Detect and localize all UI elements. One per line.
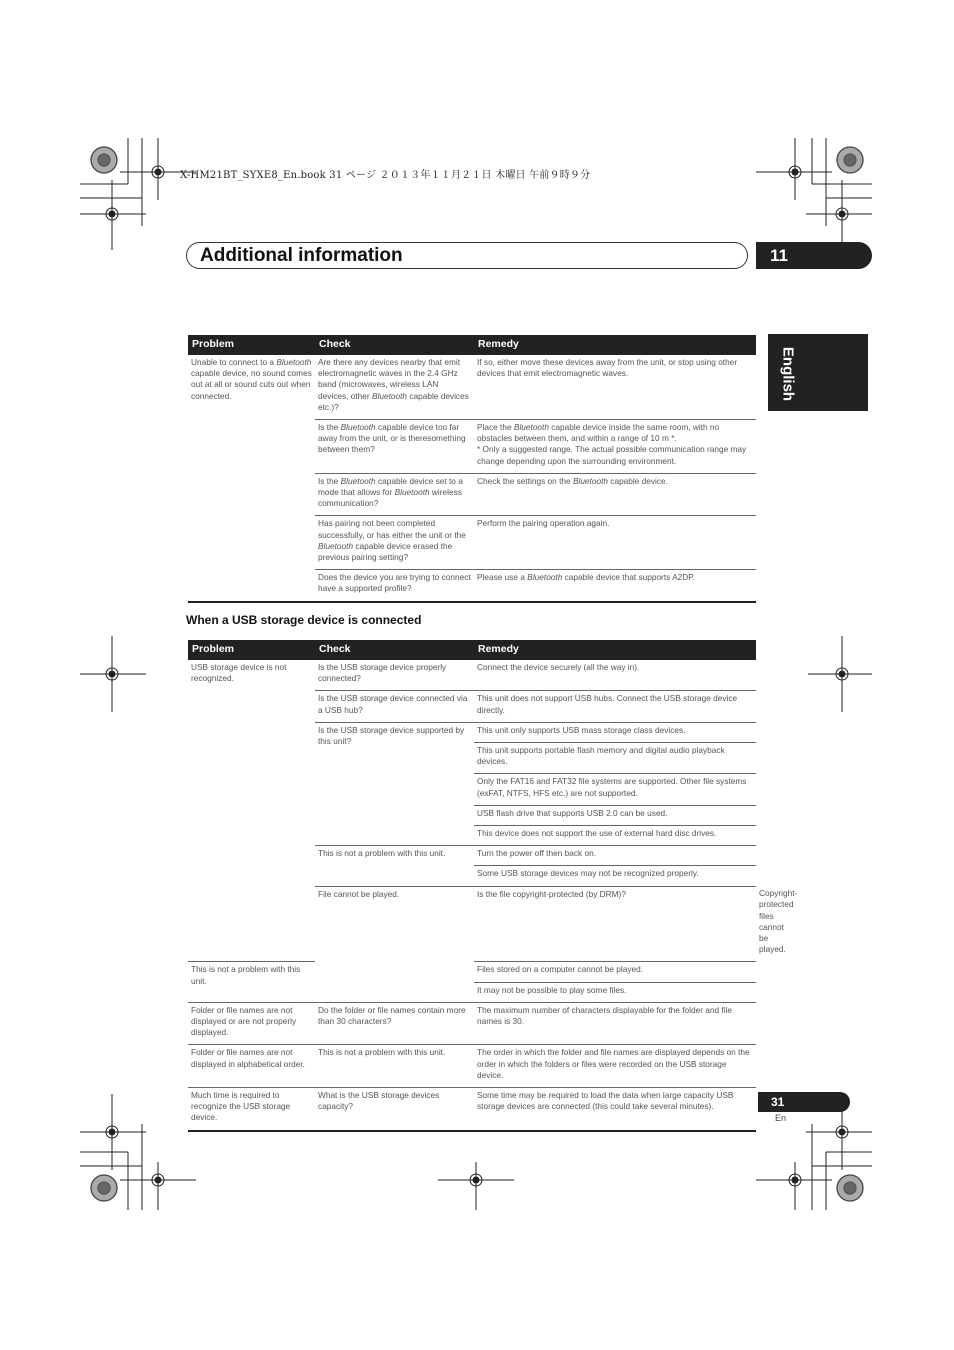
check-cell: Is the Bluetooth capable device set to a mode that allows for Bluetooth wireless communication?: [315, 473, 474, 516]
header-remedy: Remedy: [474, 335, 756, 355]
remedy-cell: Perform the pairing operation again.: [474, 516, 756, 570]
remedy-text: Place the Bluetooth capable device inside the same room, with no obstacles between them, and within a range of 10 m *.: [477, 422, 720, 444]
check-cell: Does the device you are trying to connect have a supported profile?: [315, 570, 474, 602]
chapter-number: 11: [756, 242, 872, 269]
remedy-cell: USB flash drive that supports USB 2.0 can be used.: [474, 805, 756, 825]
check-cell: Is the USB storage device supported by this unit?: [315, 722, 474, 845]
bluetooth-table: [188, 335, 756, 603]
problem-cell: USB storage device is not recognized.: [188, 660, 315, 962]
page-title: Additional information: [200, 245, 403, 266]
check-cell: This is not a problem with this unit.: [315, 846, 474, 886]
usb-table: Problem Check Remedy USB storage device is not recognized. Is the USB storage device properly connected? Connect the device securely (all the way in). Is the USB storage device connected via a USB hub? This unit does not support USB hubs. Connect the USB storage device directly. Is the USB storage device supported by this unit? This unit only supports USB mass storage class devices. This unit supports portable flash memory and digital audio playback devices. Only the FAT16 and FAT32 file systems are supported. Other file systems (exFAT, NTFS, HFS etc.) are not supported. USB flash drive that supports USB 2.0 can be used. This device does not support the use of external hard disc drives. This is not a problem with this unit. Turn the power off then back on. Some USB storage devices may not be recognized properly. File cannot be played. Is the file copyright-protected (by DRM)? Copyright-protected files cannot be played. This is not a problem with this unit. Files stored on a computer cannot be played. It may not be possible to play some files. Folder or file names are not displayed or are not properly displayed. Do the folder or file names contain more than 30 characters? The maximum number of characters displayable for the folder and file names is 30. Folder or file names are not displayed in alphabetical order. This is not a problem with this unit. The order in which the folder and file names are displayed depends on the order in which the folders or files were recorded on the USB storage device. Much time is required to recognize the USB storage device. What is the USB storage devices capacity? Some time may be required to load the data when large capacity USB storage devices are connected (this could take several minutes).: [188, 640, 756, 1132]
starburst-target-bottom-right: [837, 1175, 863, 1201]
remedy-cell: This unit supports portable flash memory and digital audio playback devices.: [474, 743, 756, 774]
section-heading: When a USB storage device is connected: [186, 613, 422, 627]
remedy-cell: It may not be possible to play some files.: [474, 982, 756, 1002]
check-cell: Has pairing not been completed successfully, or has either the unit or the Bluetooth capable device erased the previous pairing setting?: [315, 516, 474, 570]
remedy-cell: This unit does not support USB hubs. Connect the USB storage device directly.: [474, 691, 756, 722]
problem-cell: File cannot be played.: [315, 886, 474, 1002]
language-tab: [768, 334, 868, 411]
header-check: Check: [315, 640, 474, 660]
remedy-cell: This device does not support the use of external hard disc drives.: [474, 826, 756, 846]
problem-cell: Folder or file names are not displayed in alphabetical order.: [188, 1045, 315, 1088]
header-remedy: Remedy: [474, 640, 756, 660]
header-problem: Problem: [188, 335, 315, 355]
check-cell: This is not a problem with this unit.: [188, 962, 315, 1002]
starburst-target-top-right: [837, 147, 863, 173]
print-header: X-HM21BT_SYXE8_En.book 31 ページ ２０１３年１１月２１日 木曜日 午前９時９分: [180, 170, 591, 181]
remedy-cell: Please use a Bluetooth capable device that supports A2DP.: [474, 570, 756, 602]
remedy-cell: If so, either move these devices away from the unit, or stop using other devices that emit electromagnetic waves.: [474, 355, 756, 420]
remedy-cell: Check the settings on the Bluetooth capable device.: [474, 473, 756, 516]
remedy-cell: [474, 420, 756, 474]
check-cell: Is the file copyright-protected (by DRM)?: [474, 886, 756, 962]
header-problem: Problem: [188, 640, 315, 660]
remedy-cell: Files stored on a computer cannot be played.: [474, 962, 756, 982]
check-cell: Is the USB storage device connected via a USB hub?: [315, 691, 474, 722]
remedy-cell: This unit only supports USB mass storage class devices.: [474, 722, 756, 742]
starburst-target-bottom-left: [91, 1175, 117, 1201]
remedy-cell: Some USB storage devices may not be recognized properly.: [474, 866, 756, 886]
page-language-code: En: [775, 1113, 787, 1123]
check-cell: Is the USB storage device properly connected?: [315, 660, 474, 691]
language-tab-label: English: [779, 346, 797, 402]
remedy-cell: Connect the device securely (all the way in).: [474, 660, 756, 691]
remedy-cell: The order in which the folder and file names are displayed depends on the order in which the folders or files were recorded on the USB storage device.: [474, 1045, 756, 1088]
remedy-cell: Some time may be required to load the data when large capacity USB storage devices are connected (this could take several minutes).: [474, 1087, 756, 1130]
check-cell: Are there any devices nearby that emit electromagnetic waves in the 2.4 GHz band (microwaves, wireless LAN devices, other Bluetooth capable devices etc.)?: [315, 355, 474, 420]
problem-cell: Much time is required to recognize the USB storage device.: [188, 1087, 315, 1130]
remedy-cell: Turn the power off then back on.: [474, 846, 756, 866]
page-number: 31: [758, 1092, 850, 1112]
starburst-target-top-left: [91, 147, 117, 173]
remedy-cell: Only the FAT16 and FAT32 file systems are supported. Other file systems (exFAT, NTFS, HFS etc.) are not supported.: [474, 774, 756, 805]
check-cell: Is the Bluetooth capable device too far away from the unit, or is theresomething between them?: [315, 420, 474, 474]
header-check: Check: [315, 335, 474, 355]
remedy-cell: The maximum number of characters displayable for the folder and file names is 30.: [474, 1002, 756, 1045]
problem-cell: Unable to connect to a Bluetooth capable device, no sound comes out at all or sound cuts out when connected.: [188, 355, 315, 602]
check-cell: What is the USB storage devices capacity?: [315, 1087, 474, 1130]
check-cell: This is not a problem with this unit.: [315, 1045, 474, 1088]
remedy-footnote: * Only a suggested range. The actual possible communication range may change depending upon the surrounding environment.: [477, 444, 747, 466]
check-cell: Do the folder or file names contain more than 30 characters?: [315, 1002, 474, 1045]
problem-cell: Folder or file names are not displayed or are not properly displayed.: [188, 1002, 315, 1045]
